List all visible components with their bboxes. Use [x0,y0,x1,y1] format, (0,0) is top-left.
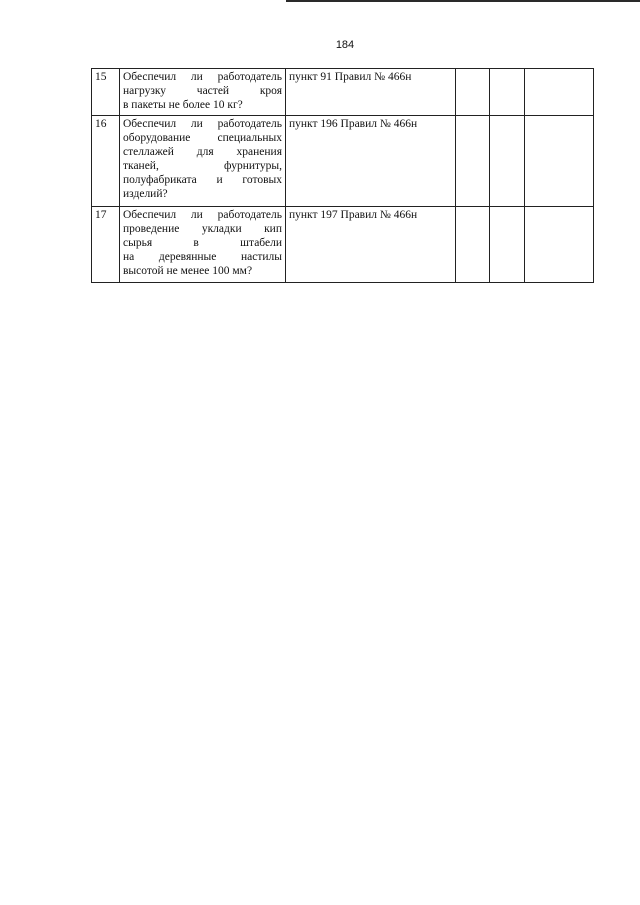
row-number: 17 [92,207,120,283]
answer-cell-no [490,116,525,207]
question-cell [120,69,286,116]
question-line: высотой не менее 100 мм? [123,265,253,277]
reference-cell: пункт 196 Правил № 466н [286,116,456,207]
table-row [92,69,594,116]
question-line: оборудование специальных [123,132,282,144]
page-number: 184 [335,39,355,51]
top-border-line [286,0,640,2]
question-line: Обеспечил ли работодатель [123,71,282,83]
question-cell [120,207,286,283]
question-line: тканей, фурнитуры, [123,160,282,172]
question-line: полуфабриката и готовых [123,174,282,186]
question-line: на деревянные настилы [123,251,282,263]
question-line: проведение укладки кип [123,223,282,235]
question-line: Обеспечил ли работодатель [123,209,282,221]
reference-cell: пункт 91 Правил № 466н [286,69,456,116]
note-cell [525,116,594,207]
question-line: изделий? [123,188,168,200]
answer-cell-yes [456,69,490,116]
answer-cell-yes [456,116,490,207]
question-line: нагрузку частей кроя [123,85,282,97]
table-row [92,116,594,207]
note-cell [525,207,594,283]
table-row [92,207,594,283]
question-line: Обеспечил ли работодатель [123,118,282,130]
answer-cell-yes [456,207,490,283]
answer-cell-no [490,69,525,116]
checklist-table [91,68,594,283]
row-number: 16 [92,116,120,207]
reference-cell: пункт 197 Правил № 466н [286,207,456,283]
question-cell [120,116,286,207]
question-line: стеллажей для хранения [123,146,282,158]
note-cell [525,69,594,116]
answer-cell-no [490,207,525,283]
question-line: сырья в штабели [123,237,282,249]
row-number: 15 [92,69,120,116]
question-line: в пакеты не более 10 кг? [123,99,243,111]
